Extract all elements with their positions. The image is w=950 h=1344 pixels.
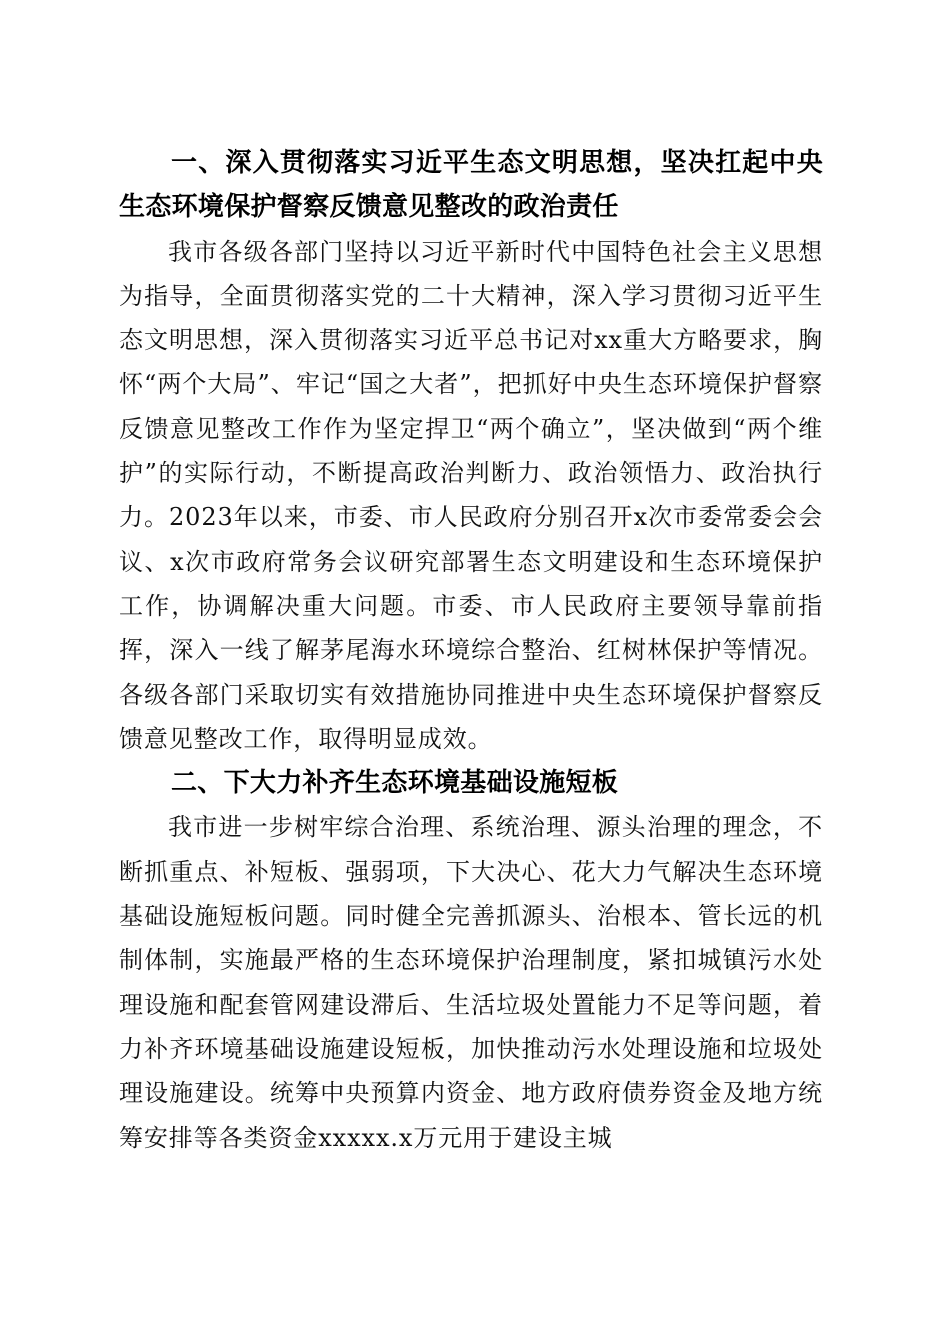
document-body xyxy=(119,141,823,1160)
section-2-heading: 二、下大力补齐生态环境基础设施短板 xyxy=(171,768,619,799)
section-2-paragraph: 我市进一步树牢综合治理、系统治理、源头治理的理念，不断抓重点、补短板、强弱项，下大决心、花大力气解决生态环境基础设施短板问题。同时健全完善抓源头、治根本、管长远的机制体制，实施最严格的生态环境保护治理制度，紧扣城镇污水处理设施和配套管网建设滞后、生活垃圾处置能力不足等问题，着力补齐环境基础设施建设短板，加快推动污水处理设施和垃圾处理设施建设。统筹中央预算内资金、地方政府债券资金及地方统筹安排等各类资金xxxxx.x万元用于建设主城 xyxy=(119,813,823,1152)
section-1 xyxy=(119,141,823,761)
section-1-heading: 一、深入贯彻落实习近平生态文明思想，坚决扛起中央生态环境保护督察反馈意见整改的政治责任 xyxy=(119,148,823,223)
section-2 xyxy=(119,761,823,1160)
section-1-paragraph: 我市各级各部门坚持以习近平新时代中国特色社会主义思想为指导，全面贯彻落实党的二十大精神，深入学习贯彻习近平生态文明思想，深入贯彻落实习近平总书记对xx重大方略要求，胸怀“两个大局”、牢记“国之大者”，把抓好中央生态环境保护督察反馈意见整改工作作为坚定捍卫“两个确立”，坚决做到“两个维护”的实际行动，不断提高政治判断力、政治领悟力、政治执行力。2023年以来，市委、市人民政府分别召开x次市委常委会会议、x次市政府常务会议研究部署生态文明建设和生态环境保护工作，协调解决重大问题。市委、市人民政府主要领导靠前指挥，深入一线了解茅尾海水环境综合整治、红树林保护等情况。各级各部门采取切实有效措施协同推进中央生态环境保护督察反馈意见整改工作，取得明显成效。 xyxy=(119,237,823,753)
